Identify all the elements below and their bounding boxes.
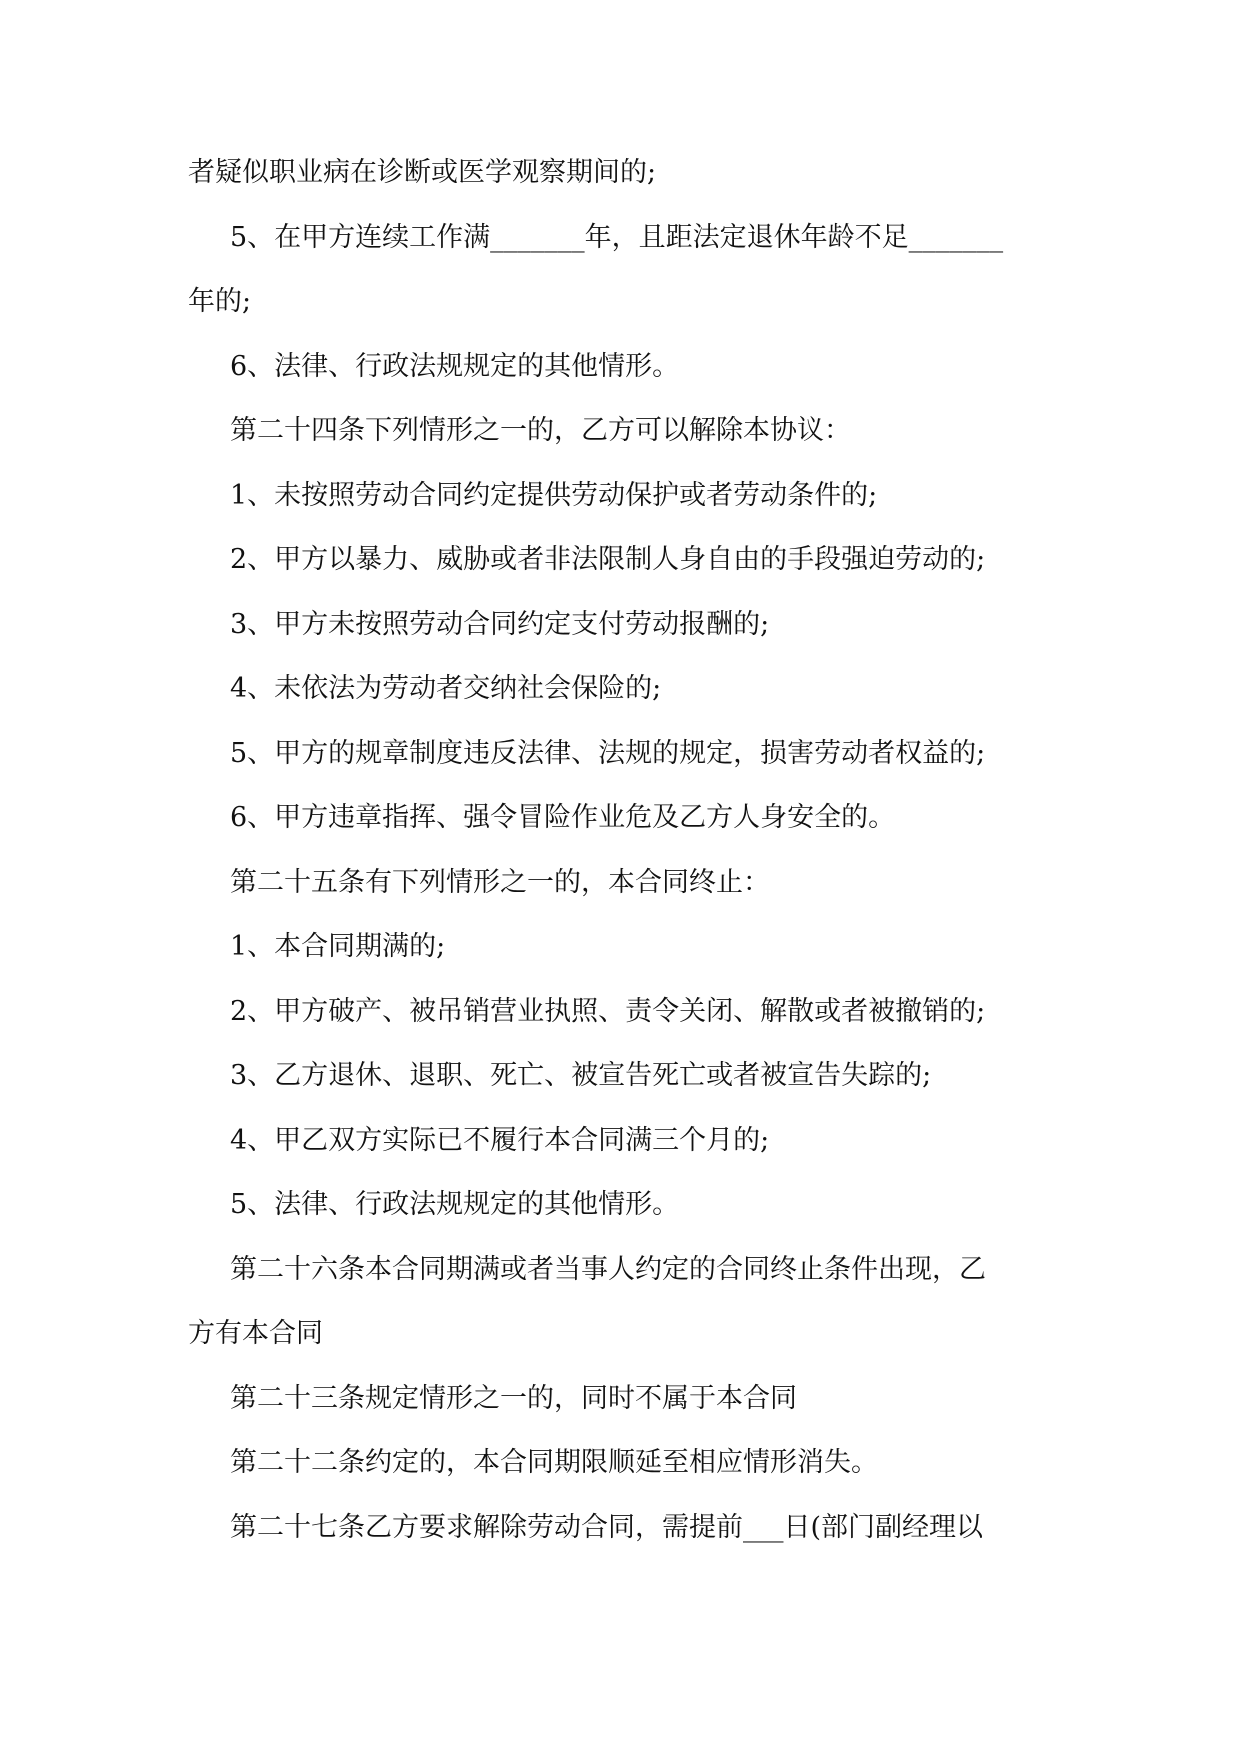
text-line: 2、甲方破产、被吊销营业执照、责令关闭、解散或者被撤销的;: [230, 995, 986, 1027]
text-line: 3、甲方未按照劳动合同约定支付劳动报酬的;: [230, 608, 770, 640]
text-line: 第二十二条约定的，本合同期限顺延至相应情形消失。: [230, 1447, 878, 1478]
text-line: 1、未按照劳动合同约定提供劳动保护或者劳动条件的;: [230, 479, 878, 511]
contract-text-body: [188, 158, 1068, 1577]
text-line: 5、在甲方连续工作满_______年，且距法定退休年龄不足_______: [230, 221, 1004, 253]
text-line: 年的;: [188, 286, 252, 317]
text-line: 1、本合同期满的;: [230, 931, 446, 962]
text-line: 4、未依法为劳动者交纳社会保险的;: [230, 673, 662, 704]
text-line: 6、甲方违章指挥、强令冒险作业危及乙方人身安全的。: [230, 802, 896, 833]
article-heading: 第二十五条有下列情形之一的，本合同终止：: [230, 866, 770, 898]
text-line: 第二十三条规定情形之一的，同时不属于本合同: [230, 1382, 797, 1414]
text-line: 方有本合同: [188, 1318, 323, 1349]
text-line: 5、甲方的规章制度违反法律、法规的规定，损害劳动者权益的;: [230, 737, 986, 769]
article-heading: 第二十四条下列情形之一的，乙方可以解除本协议：: [230, 415, 851, 446]
text-line: 2、甲方以暴力、威胁或者非法限制人身自由的手段强迫劳动的;: [230, 544, 986, 575]
text-line: 5、法律、行政法规规定的其他情形。: [230, 1189, 680, 1220]
text-line: 者疑似职业病在诊断或医学观察期间的;: [188, 157, 657, 188]
article-heading: 第二十六条本合同期满或者当事人约定的合同终止条件出现，乙: [230, 1253, 986, 1285]
text-line: 6、法律、行政法规规定的其他情形。: [230, 350, 680, 382]
text-line: 3、乙方退休、退职、死亡、被宣告死亡或者被宣告失踪的;: [230, 1060, 932, 1091]
article-heading: 第二十七条乙方要求解除劳动合同，需提前___日(部门副经理以: [230, 1511, 984, 1543]
text-line: 4、甲乙双方实际已不履行本合同满三个月的;: [230, 1124, 770, 1156]
